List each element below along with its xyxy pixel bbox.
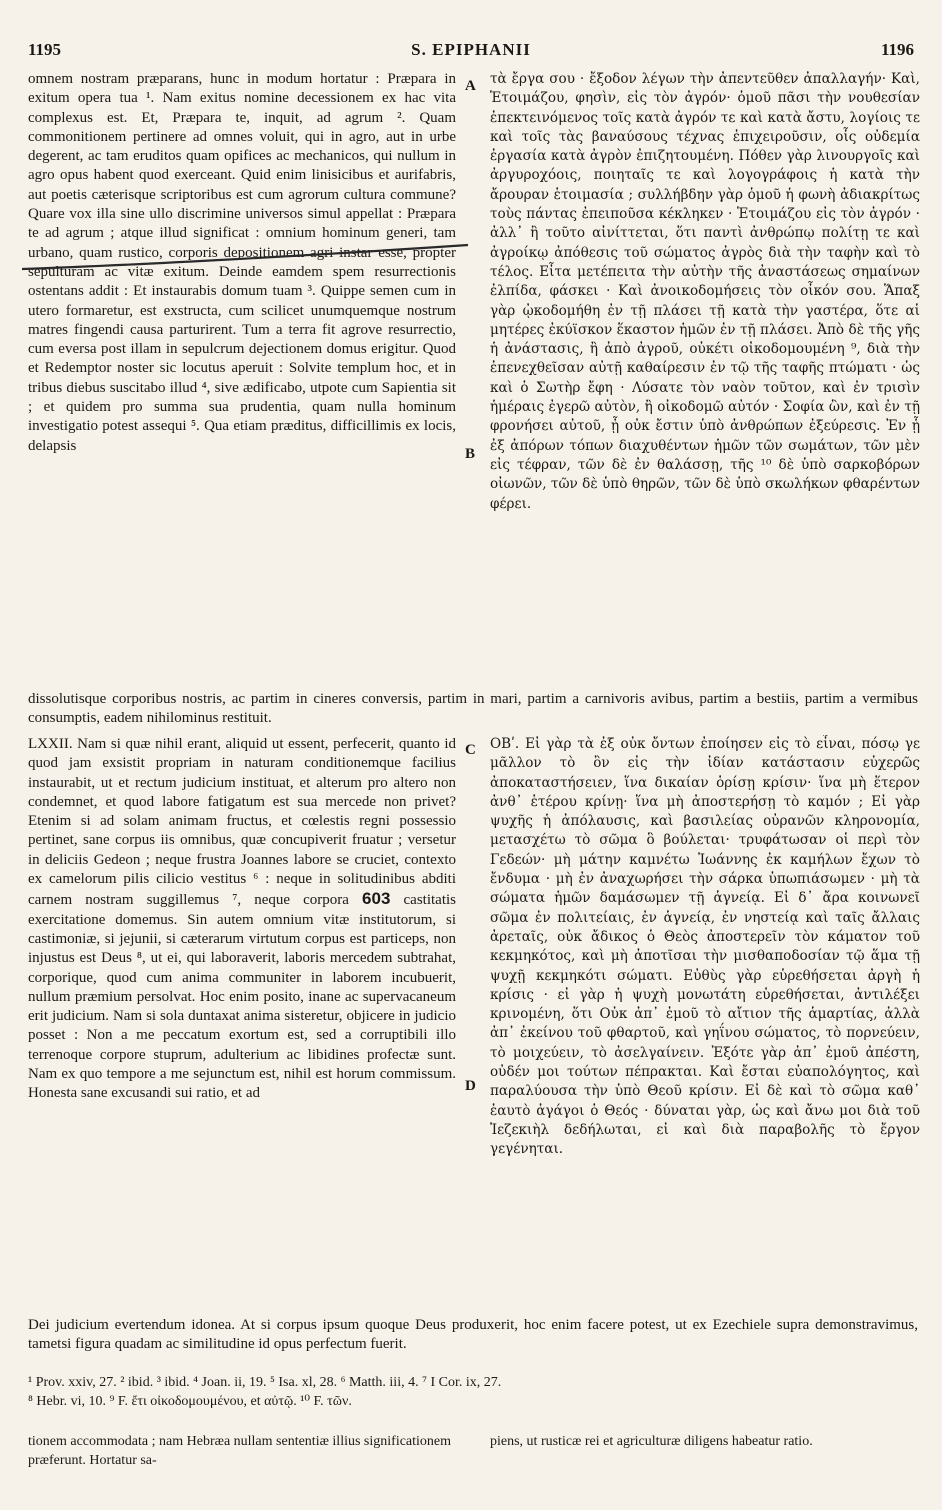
latin-paragraph-2a: LXXII. Nam si quæ nihil erant, aliquid ut essent, perfecerit, quanto id quod jam exsistit propriam in naturam conditionemque facilius instaurabit, ut et rectum judicium instituat, et alterum pro altero non condemnet, et quod labore fatigatum est sua mercede non privet? Etenim si ad solam animam fructus, et cœlestis regni possessio pertinet, sane corpus iis omnibus, quæ concupiverit fruatur ; versetur in deliciis Gedeon ; neque frustra Joannes labore se cruciet, contexto ex camelorum pilis cilicio vestitus ⁶ : neque in solitudinibus abditi carnem nostram suggillemus ⁷, neque corpora 603 castitatis exercitatione domemus. Sin autem omnium vitæ institutorum, si castimoniæ, si jejunii, si cæterarum virtutum corpus est particeps, non injustus est Deus ⁸, ut ei, qui laboraverit, laboris mercedem subtrahat, corporique, quod cum anima communiter in laborem incubuerit, nullum præmium persolvat. Hoc enim posito, inane ac supervacaneum erit judicium. Nam si sola duntaxat anima sisteretur, objicere in judicio posset : Non a me peccatum exortum est, sed a corruptibili illo terrenoque corpore stuprum, adulterium ac libidines profectæ sunt. Nam ex quo tempore a me sejunctum est, nihil est horum commissum. Honesta sane excusandi sui ratio, et ad bbox=[28, 736, 456, 1102]
latin-ending-fragment: Dei judicium evertendum idonea. At si corpus ipsum bbox=[28, 1317, 360, 1333]
right-page-number: 1196 bbox=[880, 40, 914, 59]
running-title: S. EPIPHANII bbox=[411, 40, 531, 59]
full-width-line-2: quoque Deus produxerit, hoc enim facere potest, ut ex Ezechiele supra demonstravimus, tametsi figura quadam ac similitudine id opus perfectum fuerit. bbox=[28, 1317, 918, 1353]
margin-letter-a: A bbox=[465, 78, 476, 94]
strike-through-mark bbox=[20, 243, 470, 273]
left-page-number: 1195 bbox=[28, 40, 62, 59]
footnote-line: ¹ Prov. xxiv, 27. ² ibid. ³ ibid. ⁴ Joan. ii, 19. ⁵ Isa. xl, 28. ⁶ Matth. iii, 4. ⁷ I Cor. ix, 27. bbox=[28, 1375, 502, 1390]
running-header bbox=[28, 40, 914, 64]
footnote-line: ⁸ Hebr. vi, 10. ⁹ F. ἔτι οἰκοδομουμένου, et αὐτῷ. ¹⁰ F. τῶν. bbox=[28, 1394, 352, 1409]
footnotes bbox=[28, 1373, 918, 1411]
greek-paragraph: τὰ ἔργα σου · ἔξοδον λέγων τὴν ἀπεντεῦθεν ἀπαλλαγήν· Καὶ, Ἑτοιμάζου, φησὶν, εἰς τὸν ἀγρόν· ὁμοῦ πᾶσι τὴν νουθεσίαν ἐπεκτεινόμενος τοῖς κατὰ ἀγρόν τε καὶ κατὰ ἄστυ, λογίοις τε καὶ τοῖς τὰς βαναύσους τέχνας ἐπιχειροῦσιν, οἷς οὐδεμία ἐργασία κατὰ ἀγρὸν ἐπιζητουμένη. Πόθεν γὰρ λινουργοῖς καὶ ἀργυροχόοις, ποιηταῖς τε καὶ λογογράφοις ἡ κατὰ τὴν ἄρουραν ἑτοιμασία ; συλλήβδην γὰρ ὁμοῦ ἡ φωνὴ ἀδιακρίτως τοὺς πάντας ἐπειποῦσα κέκληκεν · Ἑτοιμάζου εἰς τὸν ἀγρόν · ἀλλ᾽ ἢ τοῦτο αἰνίττεται, ὅτι παντὶ ἀνθρώπῳ πολίτῃ τε καὶ ἀγροίκῳ ἀπόθεσις τοῦ σώματος ἀγρὸς διὰ τὴν ταφὴν καὶ τὸ τέλος. Εἶτα μετέπειτα τὴν αὐτὴν τῆς ἀναστάσεως σημαίνων ἐλπίδα, φάσκει · Καὶ ἀνοικοδομήσεις τὸν οἶκόν σου. Ἅπαξ γὰρ ᾠκοδομήθη ἐν τῇ πλάσει τῇ κατὰ τὴν γαστέρα, ὅτε αἱ μητέρες ἐκύϊσκον ἕκαστον ἡμῶν ἐν τῇ πλάσει. Ἀπὸ δὲ τῆς γῆς ἡ ἀνάστασις, ἢ ἀπὸ ἀγροῦ, οὐκέτι οἰκοδομουμένη ⁹, διὰ τὴν ἐπενεχθεῖσαν αὐτῇ καθαίρεσιν ἐν τῷ τῆς ταφῆς πτώματι · ὡς καὶ ὁ Σωτὴρ ἔφη · Λύσατε τὸν ναὸν τοῦτον, καὶ ἐν τρισὶν ἡμέραις ἐγερῶ αὐτὸν, ἢ οἰκοδομῶ αὐτόν · Σοφία ὢν, καὶ ἐν τῇ φρονήσει αὐτοῦ, ᾗ οὐκ ἔστιν ὑπὸ ἀνθρώπων ἐξεύρεσις. Ἐν ᾗ ἐξ ἀπόρων τόπων διαχυθέντων ἡμῶν τῶν σωμάτων, τῶν μὲν εἰς τέφραν, τῶν δὲ ἐν θαλάσσῃ, τῆς ¹⁰ δὲ ὑπὸ σαρκοβόρων οἰωνῶν, τῶν δὲ ὑπὸ θηρῶν, τῶν δὲ ὑπὸ σκωλήκων φθαρέντων φέρει. bbox=[490, 71, 920, 512]
latin-column-1 bbox=[28, 70, 456, 685]
greek-column-2 bbox=[490, 735, 920, 1313]
greek-column-1 bbox=[490, 70, 920, 685]
greek-paragraph-2: ΟΒʹ. Εἰ γὰρ τὰ ἐξ οὐκ ὄντων ἐποίησεν εἰς τὸ εἶναι, πόσῳ γε μᾶλλον τὸ ὂν εἰς τὴν ἰδίαν κατάστασιν εὐχερῶς ἀποκαταστήσειεν, ἵνα δικαίαν ὁρίσῃ κρίσιν· ἵνα μὴ ἕτερον ἀνθ᾽ ἑτέρου κρίνῃ· ἵνα μὴ ἀποστερήσῃ τὸ καμόν ; Εἰ γὰρ ψυχῆς ἡ ἀπόλαυσις, καὶ βασιλείας οὐρανῶν κληρονομία, μετασχέτω τὸ σῶμα ὃ βούλεται· τρυφάτωσαν οἱ περὶ τὸν Γεδεών· μὴ μάτην καμνέτω Ἰωάννης ἐκ καμήλων ἔχων τὸ ἔνδυμα · μὴ ἐν ἀναχωρήσει τὴν σάρκα ὑπωπιάσωμεν · μὴ τὰ σώματα ἡμῶν δαμάσωμεν τῇ ἁγνείᾳ. Εἰ δ᾽ ἄρα κοινωνεῖ σῶμα ἐν πολιτείαις, ἐν ἁγνείᾳ, ἐν νηστείᾳ καὶ ταῖς ἄλλαις ἀρεταῖς, οὐκ ἄδικος ὁ Θεὸς ἀποστερεῖν τὸν κάματον τοῦ κεκμηκότος, καὶ μὴ ἀποτῖσαι τὴν μισθαποδοσίαν τῷ ἅμα τῇ ψυχῇ κεκμηκότι σώματι. Εὐθὺς γὰρ εὑρεθήσεται ἀργὴ ἡ κρίσις · εἰ γὰρ ἡ ψυχὴ μονωτάτη εὑρεθήσεται, ἀντιλέξει κρινομένη, ὅτι Οὐκ ἀπ᾽ ἐμοῦ τὸ αἴτιον τῆς ἁμαρτίας, ἀλλὰ ἀπ᾽ ἐκείνου τοῦ φθαρτοῦ, καὶ γηΐνου σώματος, τὸ πορνεύειν, τὸ μοιχεύειν, τὸ ἀσελγαίνειν. Ἐξότε γὰρ ἀπ᾽ ἐμοῦ ἀπέστη, οὐδέν μοι τούτων πέπρακται. Καὶ ἔσται εὐαπολόγητος, καὶ παραλύουσα τὴν ὑπὸ Θεοῦ κρίσιν. Εἰ δὲ καὶ τὸ σῶμα καθ᾽ ἑαυτὸ ἀγάγοι ὁ Θεός · δύναται γὰρ, ὡς καὶ ἄνω μοι διὰ τοῦ Ἰεζεκιὴλ δεδήλωται, εἰ καὶ διὰ παραβολῆς τὸ ἔργον γεγένηται. bbox=[490, 736, 920, 1158]
inline-page-number: 603 bbox=[362, 889, 391, 909]
closing-lines bbox=[28, 1316, 918, 1356]
latin-column-2 bbox=[28, 735, 456, 1313]
margin-letter-d: D bbox=[465, 1078, 476, 1094]
continuation-left: tionem accommodata ; nam Hebræa nullam sententiæ illius significationem præferunt. Hortatur sa- bbox=[28, 1434, 452, 1468]
margin-letter-b: B bbox=[465, 446, 476, 462]
continuation-right: piens, ut rusticæ rei et agriculturæ diligens habeatur ratio. bbox=[490, 1434, 813, 1449]
latin-paragraph: omnem nostram præparans, hunc in modum hortatur : Præpara in exitum opera tua ¹. Nam exitus nomine decessionem ex hac vita complexus est. Et, Præpara te, inquit, ad agrum ². Quam commonitionem pertinere ad omnes voluit, qui in agro, aut in urbe degerent, ac tam eruditos quam opifices ac mechanicos, qui nullum in agro opus habent quod exerceant. Quid enim linisicibus et aurifabris, aut poetis cæterisque scriptoribus est cum agrorum cultura commune? Quare vox illa sine ullo discrimine universos simul appellat : Præpara te ad agrum ; atque illud significat : omnium hominum generi, tam urbano, quam rustico, corporis depositionem agri instar esse, propter sepulturam ac vitæ exitum. Deinde eamdem spem resurrectionis ostentans addit : Et instaurabis domum tuam ³. Quippe semen cum in utero formaretur, est exstructa, cum scilicet unumquemque nostrum matres fingendi causa parturirent. Tum a terra fit agrove resurrectio, cum eversa post illam in sepulcrum dejectionem domus erigitur. Quod et Redemptor noster sic locutus aperuit : Solvite templum hoc, et in tribus diebus suscitabo illud ⁴, sive ædificabo, utpote cum Sapientia sit ; et quidem pro summa sua prudentia, quam nulla hominum investigatio potest assequi ⁵. Qua etiam præditus, difficillimis ex locis, delapsis bbox=[28, 71, 456, 454]
margin-letter-c: C bbox=[465, 742, 476, 758]
full-width-line: dissolutisque corporibus nostris, ac partim in cineres conversis, partim in mari, partim a carnivoris avibus, partim a bestiis, partim a vermibus consumptis, eadem nihilominus restituit. bbox=[28, 691, 918, 727]
